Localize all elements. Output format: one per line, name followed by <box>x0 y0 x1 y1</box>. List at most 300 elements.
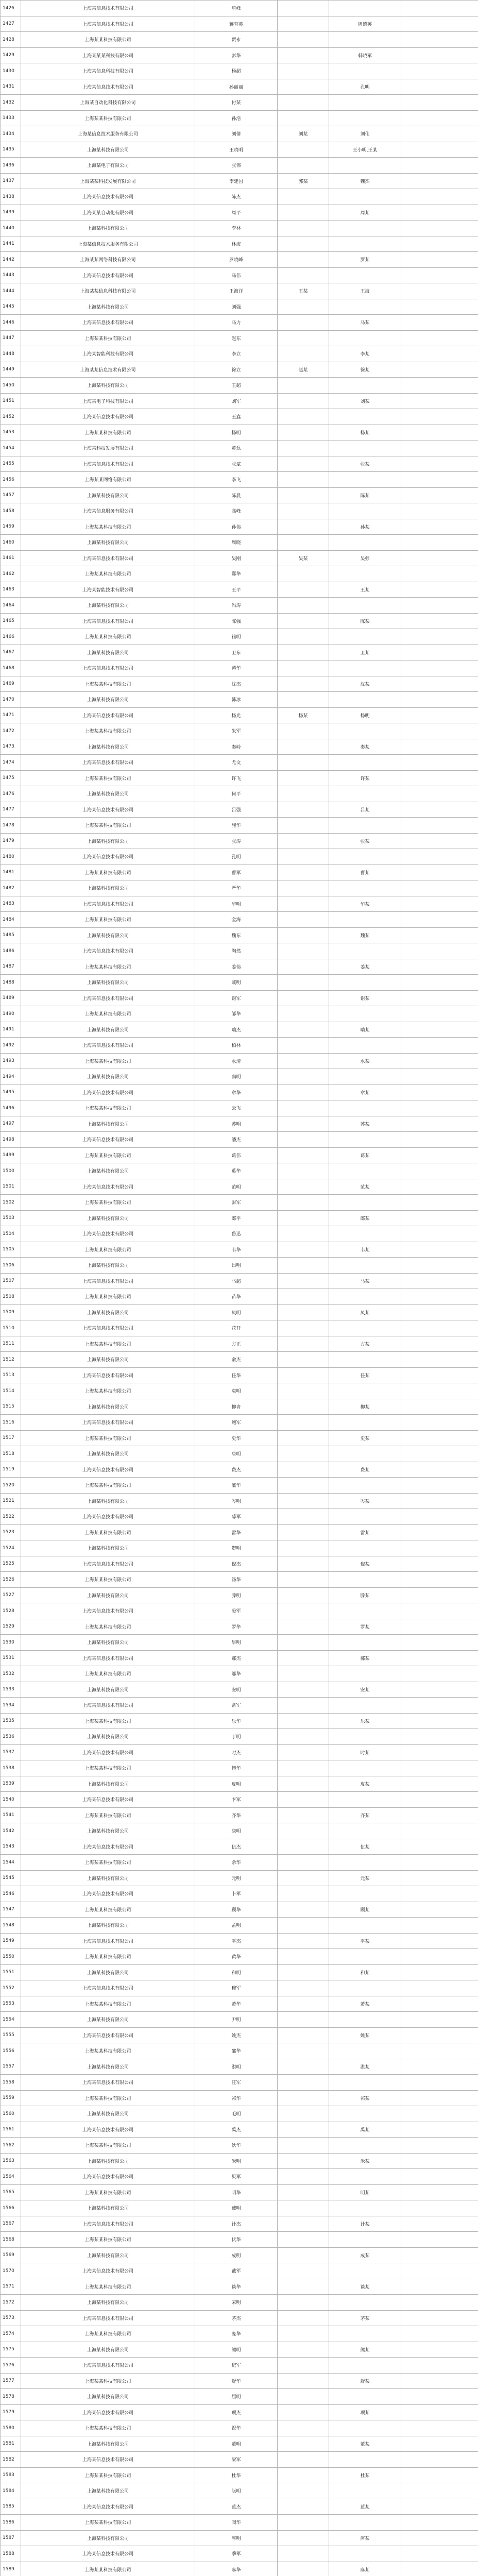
person-name-cell: 谢军 <box>195 990 278 1006</box>
note-cell <box>401 598 478 614</box>
note-cell <box>401 2232 478 2248</box>
contact-name-cell <box>329 1415 401 1431</box>
company-name-cell: 上海某信息技术有限公司 <box>21 2122 195 2138</box>
note-cell <box>401 802 478 818</box>
contact-name-cell <box>329 1352 401 1368</box>
note-cell <box>401 2389 478 2405</box>
secondary-name-cell <box>278 1478 329 1494</box>
secondary-name-cell: 刘某 <box>278 126 329 142</box>
company-name-cell: 上海某科技有限公司 <box>21 1304 195 1320</box>
person-name-cell: 马超 <box>195 1273 278 1289</box>
contact-name-cell <box>329 95 401 111</box>
table-row <box>1 2075 478 2091</box>
note-cell <box>401 1524 478 1540</box>
row-number-cell: 1560 <box>1 2106 21 2122</box>
contact-name-cell: 米某 <box>329 2153 401 2169</box>
note-cell <box>401 440 478 456</box>
company-name-cell: 上海某科技有限公司 <box>21 1540 195 1556</box>
row-number-cell: 1452 <box>1 409 21 425</box>
row-number-cell: 1521 <box>1 1493 21 1509</box>
person-name-cell: 赵东 <box>195 330 278 346</box>
contact-name-cell: 谈某 <box>329 2279 401 2295</box>
row-number-cell: 1496 <box>1 1100 21 1116</box>
company-name-cell: 上海某信息技术有限公司 <box>21 1367 195 1383</box>
secondary-name-cell <box>278 487 329 503</box>
company-name-cell: 上海某科技有限公司 <box>21 1352 195 1368</box>
row-number-cell: 1525 <box>1 1556 21 1572</box>
table-row <box>1 2043 478 2059</box>
note-cell <box>401 1116 478 1132</box>
secondary-name-cell <box>278 110 329 126</box>
note-cell <box>401 472 478 488</box>
contact-name-cell <box>329 330 401 346</box>
contact-name-cell: 祁某 <box>329 2090 401 2106</box>
secondary-name-cell <box>278 393 329 409</box>
company-name-cell: 上海某科技有限公司 <box>21 975 195 991</box>
company-name-cell: 上海某某科技有限公司 <box>21 1619 195 1635</box>
table-row <box>1 943 478 959</box>
contact-name-cell <box>329 566 401 582</box>
note-cell <box>401 1320 478 1336</box>
secondary-name-cell <box>278 1540 329 1556</box>
company-name-cell: 上海某科技有限公司 <box>21 1776 195 1792</box>
note-cell <box>401 1006 478 1022</box>
row-number-cell: 1442 <box>1 252 21 268</box>
company-name-cell: 上海某某科技有限公司 <box>21 2373 195 2389</box>
person-name-cell: 昌明 <box>195 1258 278 1274</box>
company-name-cell: 上海某某科技有限公司 <box>21 1430 195 1446</box>
note-cell <box>401 2059 478 2075</box>
secondary-name-cell <box>278 2483 329 2499</box>
person-name-cell: 华明 <box>195 896 278 912</box>
person-name-cell: 吴刚 <box>195 550 278 566</box>
row-number-cell: 1455 <box>1 456 21 472</box>
contact-name-cell: 马某 <box>329 315 401 331</box>
contact-name-cell: 凤某 <box>329 1304 401 1320</box>
company-name-cell: 上海某某科技有限公司 <box>21 1100 195 1116</box>
row-number-cell: 1451 <box>1 393 21 409</box>
contact-name-cell <box>329 2232 401 2248</box>
row-number-cell: 1533 <box>1 1682 21 1698</box>
contact-name-cell <box>329 849 401 865</box>
contact-name-cell <box>329 267 401 283</box>
contact-name-cell: 平某 <box>329 1933 401 1949</box>
row-number-cell: 1522 <box>1 1509 21 1525</box>
note-cell <box>401 1964 478 1980</box>
note-cell <box>401 1493 478 1509</box>
company-name-cell: 上海某电子有限公司 <box>21 158 195 174</box>
note-cell <box>401 142 478 158</box>
company-name-cell: 上海某信息技术有限公司 <box>21 2075 195 2091</box>
secondary-name-cell <box>278 1524 329 1540</box>
contact-name-cell: 韦某 <box>329 1242 401 1258</box>
table-row <box>1 1823 478 1839</box>
contact-name-cell <box>329 1635 401 1651</box>
table-row <box>1 1870 478 1886</box>
note-cell <box>401 2090 478 2106</box>
row-number-cell: 1484 <box>1 912 21 928</box>
row-number-cell: 1470 <box>1 692 21 708</box>
secondary-name-cell <box>278 1902 329 1918</box>
contact-name-cell <box>329 63 401 79</box>
table-row <box>1 1918 478 1934</box>
person-name-cell: 岑明 <box>195 1493 278 1509</box>
note-cell <box>401 1556 478 1572</box>
row-number-cell: 1486 <box>1 943 21 959</box>
row-number-cell: 1437 <box>1 173 21 189</box>
person-name-cell: 云飞 <box>195 1100 278 1116</box>
person-name-cell: 水清 <box>195 1053 278 1069</box>
person-name-cell: 蒋育英 <box>195 16 278 32</box>
note-cell <box>401 1996 478 2012</box>
person-name-cell: 花开 <box>195 1320 278 1336</box>
row-number-cell: 1530 <box>1 1635 21 1651</box>
note-cell <box>401 1509 478 1525</box>
row-number-cell: 1523 <box>1 1524 21 1540</box>
row-number-cell: 1553 <box>1 1996 21 2012</box>
row-number-cell: 1482 <box>1 880 21 896</box>
row-number-cell: 1565 <box>1 2184 21 2200</box>
secondary-name-cell <box>278 2012 329 2028</box>
note-cell <box>401 865 478 880</box>
note-cell <box>401 896 478 912</box>
company-name-cell: 上海某科技有限公司 <box>21 1116 195 1132</box>
table-row <box>1 440 478 456</box>
contact-name-cell <box>329 1509 401 1525</box>
contact-name-cell <box>329 1855 401 1871</box>
person-name-cell: 尤文 <box>195 755 278 771</box>
note-cell <box>401 2200 478 2216</box>
secondary-name-cell <box>278 1289 329 1305</box>
secondary-name-cell <box>278 1682 329 1698</box>
company-name-cell: 上海某科技有限公司 <box>21 2436 195 2452</box>
secondary-name-cell <box>278 943 329 959</box>
company-name-cell: 上海某某科技有限公司 <box>21 2420 195 2436</box>
person-name-cell: 闵华 <box>195 2515 278 2531</box>
row-number-cell: 1559 <box>1 2090 21 2106</box>
secondary-name-cell: 杨某 <box>278 707 329 723</box>
company-name-cell: 上海某某科技发展有限公司 <box>21 173 195 189</box>
person-name-cell: 周晓 <box>195 535 278 551</box>
person-name-cell: 梁军 <box>195 2452 278 2468</box>
row-number-cell: 1546 <box>1 1886 21 1902</box>
contact-name-cell <box>329 2263 401 2279</box>
company-name-cell: 上海某信息技术有限公司 <box>21 660 195 676</box>
row-number-cell: 1503 <box>1 1210 21 1226</box>
contact-name-cell: 周某 <box>329 205 401 221</box>
note-cell <box>401 1 478 16</box>
secondary-name-cell <box>278 1163 329 1179</box>
row-number-cell: 1463 <box>1 582 21 598</box>
row-number-cell: 1544 <box>1 1855 21 1871</box>
person-name-cell: 雷华 <box>195 1524 278 1540</box>
note-cell <box>401 2404 478 2420</box>
roster-table-body <box>1 1 478 2576</box>
table-row <box>1 173 478 189</box>
person-name-cell: 卫东 <box>195 645 278 660</box>
secondary-name-cell <box>278 1273 329 1289</box>
table-row <box>1 1698 478 1714</box>
row-number-cell: 1543 <box>1 1839 21 1855</box>
note-cell <box>401 1195 478 1211</box>
person-name-cell: 何平 <box>195 786 278 802</box>
person-name-cell: 鲍军 <box>195 1415 278 1431</box>
secondary-name-cell <box>278 629 329 645</box>
row-number-cell: 1545 <box>1 1870 21 1886</box>
company-name-cell: 上海某某科技有限公司 <box>21 32 195 48</box>
person-name-cell: 马力 <box>195 315 278 331</box>
person-name-cell: 邹华 <box>195 1006 278 1022</box>
row-number-cell: 1450 <box>1 378 21 394</box>
note-cell <box>401 1760 478 1776</box>
person-name-cell: 乐华 <box>195 1713 278 1729</box>
company-name-cell: 上海某某科技有限公司 <box>21 1336 195 1352</box>
table-row <box>1 1964 478 1980</box>
company-name-cell: 上海某某科技有限公司 <box>21 1713 195 1729</box>
secondary-name-cell <box>278 2389 329 2405</box>
secondary-name-cell <box>278 880 329 896</box>
person-name-cell: 贺明 <box>195 1540 278 1556</box>
person-name-cell: 苗华 <box>195 1289 278 1305</box>
row-number-cell: 1458 <box>1 503 21 519</box>
person-name-cell: 俞杰 <box>195 1352 278 1368</box>
person-name-cell: 毕明 <box>195 1635 278 1651</box>
company-name-cell: 上海某信息科技有限公司 <box>21 63 195 79</box>
table-row <box>1 2499 478 2515</box>
contact-name-cell: 罗某 <box>329 252 401 268</box>
note-cell <box>401 1038 478 1054</box>
secondary-name-cell <box>278 79 329 95</box>
contact-name-cell <box>329 2452 401 2468</box>
note-cell <box>401 1572 478 1588</box>
company-name-cell: 上海某科技发展有限公司 <box>21 440 195 456</box>
contact-name-cell <box>329 975 401 991</box>
secondary-name-cell <box>278 1053 329 1069</box>
secondary-name-cell <box>278 2169 329 2185</box>
row-number-cell: 1427 <box>1 16 21 32</box>
contact-name-cell <box>329 189 401 205</box>
note-cell <box>401 1666 478 1682</box>
note-cell <box>401 1886 478 1902</box>
company-name-cell: 上海某某科技有限公司 <box>21 2515 195 2531</box>
row-number-cell: 1456 <box>1 472 21 488</box>
table-row <box>1 1430 478 1446</box>
contact-name-cell <box>329 32 401 48</box>
company-name-cell: 上海某某科技有限公司 <box>21 519 195 535</box>
note-cell <box>401 2483 478 2499</box>
note-cell <box>401 346 478 362</box>
table-row <box>1 283 478 299</box>
secondary-name-cell <box>278 1399 329 1415</box>
note-cell <box>401 1540 478 1556</box>
company-name-cell: 上海某信息技术有限公司 <box>21 1839 195 1855</box>
contact-name-cell: 皮某 <box>329 1776 401 1792</box>
row-number-cell: 1473 <box>1 739 21 755</box>
note-cell <box>401 1635 478 1651</box>
contact-name-cell <box>329 2326 401 2342</box>
table-row <box>1 1509 478 1525</box>
person-name-cell: 杨超 <box>195 63 278 79</box>
note-cell <box>401 692 478 708</box>
company-name-cell: 上海某某科技有限公司 <box>21 2138 195 2154</box>
note-cell <box>401 2216 478 2232</box>
company-name-cell: 上海某科技有限公司 <box>21 2200 195 2216</box>
note-cell <box>401 1415 478 1431</box>
table-row <box>1 566 478 582</box>
company-name-cell: 上海某某科技有限公司 <box>21 1902 195 1918</box>
table-row <box>1 1603 478 1619</box>
company-name-cell: 上海某信息技术有限公司 <box>21 2027 195 2043</box>
person-name-cell: 陈强 <box>195 613 278 629</box>
contact-name-cell: 王海 <box>329 283 401 299</box>
table-row <box>1 582 478 598</box>
row-number-cell: 1504 <box>1 1226 21 1242</box>
note-cell <box>401 79 478 95</box>
table-row <box>1 2106 478 2122</box>
note-cell <box>401 1179 478 1195</box>
secondary-name-cell <box>278 236 329 252</box>
contact-name-cell <box>329 1540 401 1556</box>
table-row <box>1 2247 478 2263</box>
table-row <box>1 1902 478 1918</box>
table-row <box>1 1 478 16</box>
row-number-cell: 1513 <box>1 1367 21 1383</box>
person-name-cell: 席明 <box>195 2530 278 2546</box>
row-number-cell: 1577 <box>1 2373 21 2389</box>
table-row <box>1 1886 478 1902</box>
table-row <box>1 2263 478 2279</box>
table-row <box>1 2310 478 2326</box>
secondary-name-cell <box>278 16 329 32</box>
contact-name-cell: 方某 <box>329 1336 401 1352</box>
row-number-cell: 1556 <box>1 2043 21 2059</box>
company-name-cell: 上海某信息技术有限公司 <box>21 2263 195 2279</box>
row-number-cell: 1587 <box>1 2530 21 2546</box>
contact-name-cell: 杜某 <box>329 2467 401 2483</box>
table-row <box>1 2358 478 2374</box>
contact-name-cell: 孙某 <box>329 519 401 535</box>
secondary-name-cell <box>278 1792 329 1808</box>
company-name-cell: 上海某信息技术有限公司 <box>21 1650 195 1666</box>
secondary-name-cell <box>278 409 329 425</box>
contact-name-cell <box>329 378 401 394</box>
note-cell <box>401 1478 478 1494</box>
table-row <box>1 2090 478 2106</box>
table-row <box>1 2122 478 2138</box>
contact-name-cell <box>329 2043 401 2059</box>
table-row <box>1 1336 478 1352</box>
table-row <box>1 1807 478 1823</box>
secondary-name-cell <box>278 1839 329 1855</box>
company-name-cell: 上海某某科技有限公司 <box>21 723 195 739</box>
person-name-cell: 柏林 <box>195 1038 278 1054</box>
person-name-cell: 詹峰 <box>195 1 278 16</box>
row-number-cell: 1529 <box>1 1619 21 1635</box>
secondary-name-cell <box>278 47 329 63</box>
contact-name-cell <box>329 2358 401 2374</box>
table-row <box>1 802 478 818</box>
person-name-cell: 茅杰 <box>195 2310 278 2326</box>
row-number-cell: 1508 <box>1 1289 21 1305</box>
person-name-cell: 潘杰 <box>195 1132 278 1148</box>
secondary-name-cell <box>278 2452 329 2468</box>
note-cell <box>401 2326 478 2342</box>
table-row <box>1 1195 478 1211</box>
contact-name-cell <box>329 723 401 739</box>
note-cell <box>401 503 478 519</box>
person-name-cell: 郑华 <box>195 566 278 582</box>
company-name-cell: 上海某某科技有限公司 <box>21 770 195 786</box>
note-cell <box>401 1698 478 1714</box>
company-name-cell: 上海某某科技有限公司 <box>21 2043 195 2059</box>
table-row <box>1 1006 478 1022</box>
secondary-name-cell <box>278 2106 329 2122</box>
row-number-cell: 1516 <box>1 1415 21 1431</box>
contact-name-cell: 王某 <box>329 582 401 598</box>
person-name-cell: 黄磊 <box>195 440 278 456</box>
person-name-cell: 苏明 <box>195 1116 278 1132</box>
company-name-cell: 上海某信息技术有限公司 <box>21 79 195 95</box>
company-name-cell: 上海某科技有限公司 <box>21 1493 195 1509</box>
contact-name-cell <box>329 1258 401 1274</box>
person-name-cell: 罗晓峰 <box>195 252 278 268</box>
company-name-cell: 上海某某科技有限公司 <box>21 330 195 346</box>
note-cell <box>401 2012 478 2028</box>
row-number-cell: 1518 <box>1 1446 21 1462</box>
person-name-cell: 宋明 <box>195 2295 278 2311</box>
table-row <box>1 362 478 378</box>
table-row <box>1 1792 478 1808</box>
table-row <box>1 676 478 692</box>
person-name-cell: 庞华 <box>195 2326 278 2342</box>
person-name-cell: 卜军 <box>195 1886 278 1902</box>
contact-name-cell: 徐某 <box>329 362 401 378</box>
row-number-cell: 1467 <box>1 645 21 660</box>
row-number-cell: 1538 <box>1 1760 21 1776</box>
row-number-cell: 1428 <box>1 32 21 48</box>
person-name-cell: 韦华 <box>195 1242 278 1258</box>
secondary-name-cell <box>278 802 329 818</box>
contact-name-cell: 萧某 <box>329 1996 401 2012</box>
contact-name-cell <box>329 880 401 896</box>
contact-name-cell: 岑某 <box>329 1493 401 1509</box>
company-name-cell: 上海某信息技术有限公司 <box>21 456 195 472</box>
person-name-cell: 许飞 <box>195 770 278 786</box>
table-row <box>1 880 478 896</box>
contact-name-cell: 舒某 <box>329 2373 401 2389</box>
secondary-name-cell <box>278 2059 329 2075</box>
company-name-cell: 上海某科技有限公司 <box>21 1210 195 1226</box>
secondary-name-cell <box>278 2530 329 2546</box>
secondary-name-cell <box>278 1635 329 1651</box>
secondary-name-cell <box>278 1980 329 1996</box>
contact-name-cell: 范某 <box>329 1179 401 1195</box>
table-row <box>1 1100 478 1116</box>
row-number-cell: 1575 <box>1 2342 21 2358</box>
secondary-name-cell <box>278 2216 329 2232</box>
secondary-name-cell <box>278 267 329 283</box>
table-row <box>1 110 478 126</box>
table-row <box>1 896 478 912</box>
company-name-cell: 上海某信息技术有限公司 <box>21 1509 195 1525</box>
row-number-cell: 1558 <box>1 2075 21 2091</box>
company-name-cell: 上海某科技有限公司 <box>21 598 195 614</box>
note-cell <box>401 2373 478 2389</box>
row-number-cell: 1443 <box>1 267 21 283</box>
contact-name-cell <box>329 2515 401 2531</box>
secondary-name-cell <box>278 2090 329 2106</box>
note-cell <box>401 755 478 771</box>
